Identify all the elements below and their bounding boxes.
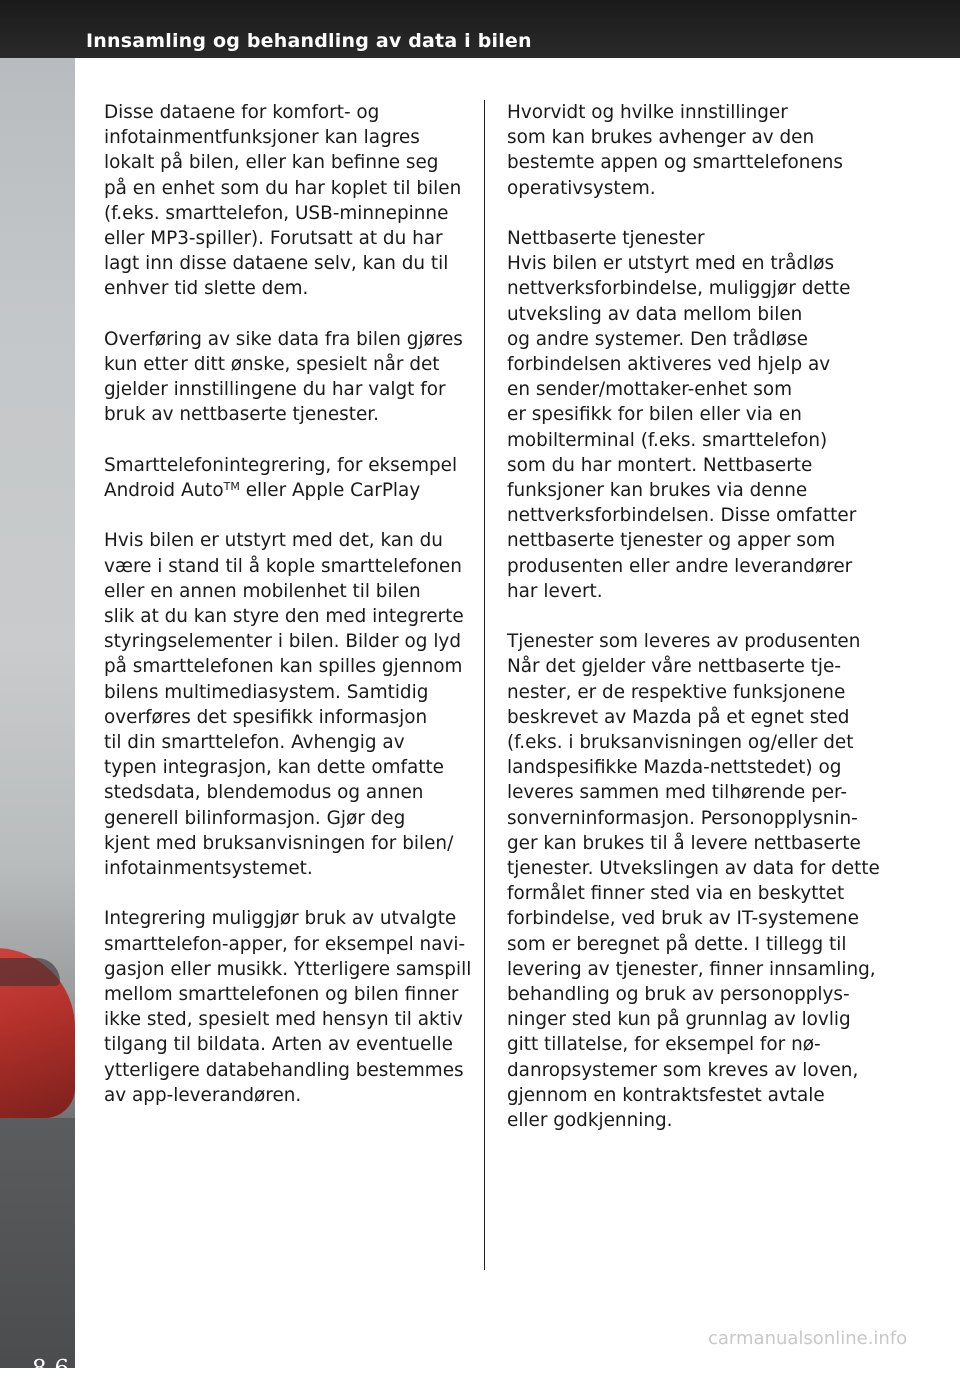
text-line: lokalt på bilen, eller kan befinne seg [104, 152, 439, 174]
text-line: danropsystemer som kreves av loven, [507, 1059, 859, 1081]
text-line: kun etter ditt ønske, spesielt når det [104, 354, 440, 376]
paragraph [104, 453, 474, 503]
text-line: er spesifikk for bilen eller via en [507, 404, 802, 426]
text-line: av app-leverandøren. [104, 1084, 302, 1106]
text-line: enhver tid slette dem. [104, 278, 309, 300]
text-line: forbindelse, ved bruk av IT-systemene [507, 908, 859, 930]
text-line: nettverksforbindelsen. Disse omfatter [507, 505, 857, 527]
text-line: Overføring av sike data fra bilen gjøres [104, 328, 463, 350]
trademark-mark: TM [223, 480, 240, 494]
text-line: til din smarttelefon. Avhengig av [104, 732, 405, 754]
text-line: være i stand til å kople smarttelefonen [104, 555, 462, 577]
text-line: har levert. [507, 580, 603, 602]
text-line: nettbaserte tjenester og apper som [507, 530, 836, 552]
sidebar-photo [0, 58, 75, 1382]
column-divider [484, 100, 485, 1270]
text-line: mobilterminal (f.eks. smarttelefon) [507, 429, 828, 451]
text-line: på smarttelefonen kan spilles gjennom [104, 656, 463, 678]
text-line: (f.eks. i bruksanvisningen og/eller det [507, 732, 854, 754]
text-line: Hvis bilen er utstyrt med en trådløs [507, 253, 835, 275]
text-line: eller en annen mobilenhet til bilen [104, 580, 421, 602]
text-line: nester, er de respektive funksjonene [507, 681, 846, 703]
text-line: ger kan brukes til å levere nettbaserte [507, 832, 861, 854]
text-line: sonverninformasjon. Personopplysnin- [507, 807, 858, 829]
paragraph [507, 100, 877, 201]
text-line: som du har montert. Nettbaserte [507, 454, 813, 476]
text-line: nettverksforbindelse, muliggjør dette [507, 278, 851, 300]
text-line: ikke sted, spesielt med hensyn til aktiv [104, 1009, 463, 1031]
text-line: bestemte appen og smarttelefonens [507, 152, 844, 174]
text-fragment: eller Apple CarPlay [239, 480, 421, 502]
page-header [0, 0, 960, 58]
text-line: lagt inn disse dataene selv, kan du til [104, 253, 449, 275]
road-image [0, 1118, 75, 1368]
right-column [507, 100, 880, 1158]
text-line: Integrering muliggjør bruk av utvalgte [104, 908, 457, 930]
text-line: smarttelefon-apper, for eksempel navi- [104, 933, 466, 955]
text-line: (f.eks. smarttelefon, USB-minnepinne [104, 202, 449, 224]
header-title: Innsamling og behandling av data i bilen [86, 30, 532, 52]
text-line: ytterligere databehandling bestemmes [104, 1059, 464, 1081]
text-line: Nettbaserte tjenester [507, 228, 705, 249]
text-line: infotainmentsystemet. [104, 858, 313, 880]
text-line [104, 478, 474, 503]
text-line: mellom smarttelefonen og bilen finner [104, 984, 459, 1006]
paragraph [104, 528, 474, 881]
text-line: som er beregnet på dette. I tillegg til [507, 933, 847, 955]
text-line: levering av tjenester, finner innsamling, [507, 958, 876, 980]
text-line: beskrevet av Mazda på et egnet sted [507, 706, 850, 728]
text-line: formålet finner sted via en beskyttet [507, 883, 845, 905]
page-number: 8-6 [32, 1356, 70, 1382]
text-line: og andre systemer. Den trådløse [507, 328, 809, 350]
text-line: bilens multimediasystem. Samtidig [104, 681, 429, 703]
text-fragment: Android Auto [104, 480, 224, 502]
text-line: landspesifikke Mazda-nettstedet) og [507, 757, 842, 779]
text-line: Hvis bilen er utstyrt med det, kan du [104, 530, 443, 552]
text-line: infotainmentfunksjoner kan lagres [104, 127, 420, 149]
text-line: typen integrasjon, kan dette omfatte [104, 757, 444, 779]
text-line: overføres det spesifikk informasjon [104, 706, 428, 728]
paragraph [104, 100, 474, 302]
car-window [0, 958, 60, 986]
text-line: Disse dataene for komfort- og [104, 102, 380, 123]
text-line: eller godkjenning. [507, 1110, 673, 1132]
text-line: gjennom en kontraktsfestet avtale [507, 1084, 825, 1106]
text-line: ninger sted kun på grunnlag av lovlig [507, 1009, 851, 1031]
text-line: behandling og bruk av personopplys- [507, 984, 850, 1006]
text-line: bruk av nettbaserte tjenester. [104, 404, 379, 426]
text-line: gjelder innstillingene du har valgt for [104, 379, 446, 401]
text-line: funksjoner kan brukes via denne [507, 480, 808, 502]
text-line: eller MP3-spiller). Forutsatt at du har [104, 228, 443, 250]
paragraph [507, 226, 877, 604]
text-line: leveres sammen med tilhørende per- [507, 782, 848, 804]
text-line: operativsystem. [507, 177, 656, 199]
text-line: gasjon eller musikk. Ytterligere samspill [104, 958, 472, 980]
text-line: slik at du kan styre den med integrerte [104, 606, 464, 628]
text-line: en sender/mottaker-enhet som [507, 379, 793, 401]
text-line: styringselementer i bilen. Bilder og lyd [104, 631, 461, 653]
text-line: på en enhet som du har koplet til bilen [104, 177, 462, 199]
text-line: Smarttelefonintegrering, for eksempel [104, 454, 458, 476]
watermark: carmanualsonline.info [708, 1328, 908, 1349]
text-line: gitt tillatelse, for eksempel for nø- [507, 1034, 821, 1056]
text-line: produsenten eller andre leverandører [507, 555, 853, 577]
paragraph [507, 629, 880, 1133]
paragraph [104, 327, 474, 428]
paragraph [104, 906, 474, 1108]
text-line: tjenester. Utvekslingen av data for dette [507, 858, 880, 880]
text-line: tilgang til bildata. Arten av eventuelle [104, 1034, 453, 1056]
text-line: generell bilinformasjon. Gjør deg [104, 807, 406, 829]
text-line: stedsdata, blendemodus og annen [104, 782, 424, 804]
text-line: Tjenester som leveres av produsenten [507, 631, 861, 653]
text-line: forbindelsen aktiveres ved hjelp av [507, 354, 831, 376]
text-line: Når det gjelder våre nettbaserte tje- [507, 656, 841, 678]
text-line: som kan brukes avhenger av den [507, 127, 815, 149]
text-line: utveksling av data mellom bilen [507, 303, 803, 325]
text-line: kjent med bruksanvisningen for bilen/ [104, 832, 454, 854]
text-line: Hvorvidt og hvilke innstillinger [507, 102, 788, 123]
left-column [104, 100, 474, 1133]
